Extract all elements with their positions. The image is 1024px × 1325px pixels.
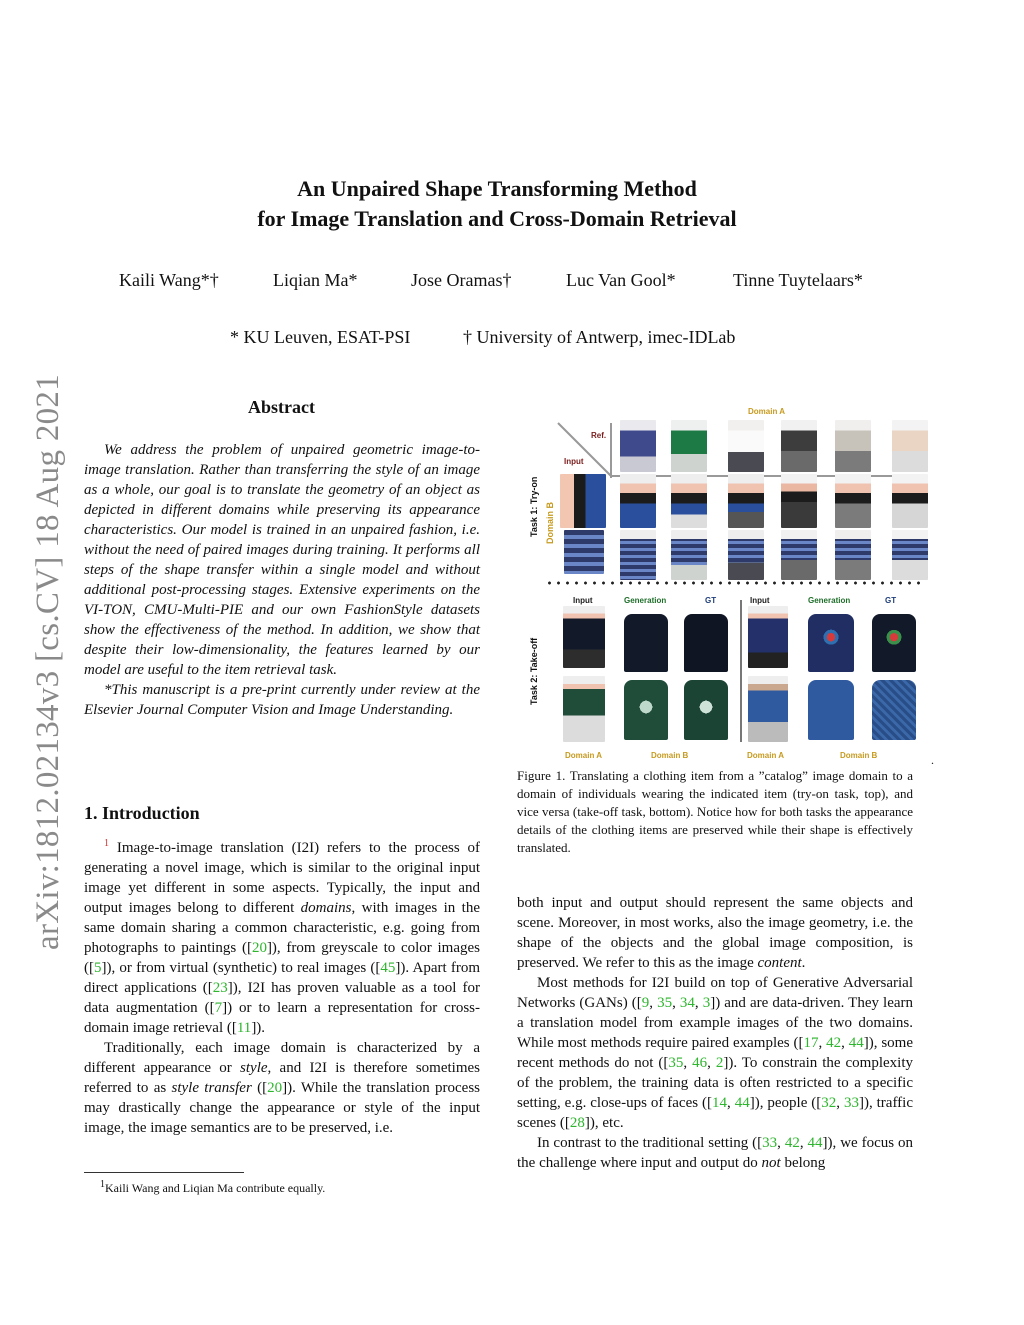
task-separator [545, 581, 925, 585]
domain-b-label: Domain B [840, 751, 878, 760]
generated-image [728, 530, 764, 580]
input-label: Input [564, 457, 584, 466]
footnote-mark[interactable]: 1 [104, 838, 109, 849]
citation-link[interactable]: 35 [657, 995, 673, 1011]
citation-link[interactable]: 11 [236, 1020, 252, 1036]
generated-image [620, 530, 656, 580]
citation-link[interactable]: 34 [679, 995, 695, 1011]
input-image [560, 474, 606, 528]
title-line-1: An Unpaired Shape Transforming Method [297, 176, 697, 201]
input-image [564, 530, 604, 574]
gt-label: GT [885, 596, 897, 605]
separator: , [818, 1035, 827, 1051]
domain-b-label: Domain B [545, 501, 555, 544]
separator: , [799, 1135, 808, 1151]
text: both input and output should represent the same objects and scene. Moreover, in most works, also the image geometry, i.e. the shape of the objects and the global image composition, is preserved. We refer to this as the image [517, 895, 913, 971]
author-name: Kaili Wang*† [119, 270, 219, 290]
citation-link[interactable]: 17 [803, 1035, 819, 1051]
section-heading: 1. Introduction [84, 803, 200, 823]
text: , with images in the same domain sharing a common characteristic, e.g. going from photographs to paintings ([ [84, 900, 480, 956]
text: ([ [251, 1080, 268, 1096]
right-column-text [517, 893, 913, 1173]
footnote [100, 1179, 325, 1196]
footnote-text: Kaili Wang and Liqian Ma contribute equally. [105, 1181, 326, 1195]
domain-a-label: Domain A [565, 751, 603, 760]
arxiv-identifier: arXiv:1812.02134v3 [cs.CV] 18 Aug 2021 [30, 373, 66, 950]
citation-link[interactable]: 9 [641, 995, 650, 1011]
citation-link[interactable]: 32 [821, 1095, 837, 1111]
citation-link[interactable]: 2 [715, 1055, 724, 1071]
separator: , [694, 995, 703, 1011]
author-name: Luc Van Gool* [566, 270, 676, 290]
text: ]), traffic scenes ([ [517, 1095, 914, 1131]
input-image [748, 606, 788, 668]
generated-image [624, 614, 668, 672]
affiliation: † University of Antwerp, imec-IDLab [463, 327, 736, 347]
abstract-body [84, 440, 480, 720]
citation-link[interactable]: 33 [762, 1135, 778, 1151]
generated-image [808, 680, 854, 740]
separator: , [836, 1095, 844, 1111]
generation-label: Generation [808, 596, 851, 605]
text: ]), I2I has proven valuable as a tool for data augmentation ([ [84, 980, 480, 1016]
separator: , [777, 1135, 785, 1151]
text: Image-to-image translation (I2I) refers to the process of generating a novel image, which is similar to the original input image yet different in some aspects. Typically, the input and output images belong to different [84, 840, 481, 916]
text: ]) or to learn a representation for cross-domain image retrieval ([ [84, 1000, 480, 1036]
footnote-number: 1 [100, 1179, 105, 1190]
domain-b-label: Domain B [651, 751, 689, 760]
footnote-rule [84, 1172, 244, 1173]
citation-link[interactable]: 20 [251, 940, 267, 956]
citation-link[interactable]: 42 [784, 1135, 800, 1151]
citation-link[interactable]: 5 [94, 960, 102, 976]
paper-title [150, 174, 844, 234]
reference-image [781, 420, 817, 472]
text: Most methods for I2I build on top of Generative Adversarial Networks (GANs) ([ [517, 975, 913, 1011]
reference-image [728, 420, 764, 472]
task-2-label: Task 2: Take-off [529, 637, 539, 705]
citation-link[interactable]: 44 [807, 1135, 823, 1151]
separator: , [683, 1055, 693, 1071]
generated-image [808, 614, 854, 672]
generated-image [892, 530, 928, 580]
intro-paragraph-1 [84, 838, 480, 1038]
ground-truth-image [872, 680, 916, 740]
citation-link[interactable]: 14 [712, 1095, 728, 1111]
author-name: Jose Oramas† [411, 270, 512, 290]
citation-link[interactable]: 46 [692, 1055, 708, 1071]
text: . [801, 955, 806, 971]
text: ]), or from virtual (synthetic) to real images ([ [101, 960, 381, 976]
text: ]). Apart from direct applications ([ [84, 960, 480, 996]
text: ]), some recent methods do not ([ [517, 1035, 914, 1071]
ref-label: Ref. [591, 431, 607, 440]
text: ]). To constrain the complexity of the problem, the training data is often restricted to a specific setting, e.g. close-ups of faces ([ [517, 1055, 913, 1111]
reference-image [835, 420, 871, 472]
citation-link[interactable]: 44 [734, 1095, 750, 1111]
input-image [748, 676, 788, 742]
domain-a-label: Domain A [747, 751, 785, 760]
input-image [563, 676, 605, 742]
separator: , [707, 1055, 716, 1071]
generated-image [892, 474, 928, 528]
separator: , [841, 1035, 849, 1051]
generated-image [624, 680, 668, 740]
citation-link[interactable]: 33 [843, 1095, 859, 1111]
separator: , [672, 995, 680, 1011]
citation-link[interactable]: 35 [668, 1055, 684, 1071]
right-paragraph-1 [517, 893, 913, 973]
task-1-label: Task 1: Try-on [529, 476, 539, 537]
text: In contrast to the traditional setting ([ [537, 1135, 763, 1151]
citation-link[interactable]: 3 [702, 995, 711, 1011]
diagonal-line [558, 423, 611, 476]
right-paragraph-2 [517, 973, 913, 1133]
intro-paragraph-2 [84, 1038, 480, 1138]
gt-label: GT [705, 596, 717, 605]
text: ]). [251, 1020, 266, 1036]
affiliation: * KU Leuven, ESAT-PSI [230, 327, 411, 347]
generation-label: Generation [624, 596, 667, 605]
text: ]). While the translation process may drastically change the appearance or style of the input image, the image semantics are to be preserved, i.e. [84, 1080, 481, 1136]
author-list [90, 270, 910, 296]
text: ]), we focus on the challenge where input and output do [517, 1135, 914, 1171]
left-column-text [84, 838, 480, 1138]
ground-truth-image [684, 680, 728, 740]
column-separator [740, 600, 742, 742]
text: ]), people ([ [749, 1095, 822, 1111]
generated-image [671, 474, 707, 528]
abstract-paragraph: We address the problem of unpaired geometric image-to-image translation. Rather than transferring the style of an image as a whole, our goal is to translate the geometry of an object as depicted in different domains while preserving its appearance characteristics. Our model is trained in an unpaired fashion, i.e. without the need of paired images during training. It performs all steps of the shape transfer within a single model and without additional post-processing stages. Extensive experiments on the VI-TON, CMU-Multi-PIE and our own FashionStyle datasets show the effectiveness of the method. In addition, we show that despite their low-dimensionality, the features learned by our model are useful to the item retrieval task. [84, 442, 480, 678]
ground-truth-image [684, 614, 728, 672]
generated-image [781, 474, 817, 528]
input-image [563, 606, 605, 668]
generated-image [835, 474, 871, 528]
emphasis: style [240, 1060, 268, 1076]
generated-image [781, 530, 817, 580]
citation-link[interactable]: 20 [267, 1080, 283, 1096]
citation-link[interactable]: 23 [212, 980, 228, 996]
author-name: Liqian Ma* [273, 270, 358, 290]
domain-a-label: Domain A [748, 407, 786, 416]
citation-link[interactable]: 7 [214, 1000, 223, 1016]
abstract-note: *This manuscript is a pre-print currently under review at the Elsevier Journal Computer Vision and Image Understanding. [84, 682, 480, 718]
emphasis: domains [300, 900, 352, 916]
separator: , [727, 1095, 735, 1111]
text: Traditionally, each image domain is characterized by a different appearance or [84, 1040, 480, 1076]
emphasis: content [757, 955, 802, 971]
figure-caption: Figure 1. Translating a clothing item from a ”catalog” image domain to a domain of individuals wearing the indicated item (try-on task, top), and vice versa (take-off task, bottom). Notice how for both tasks the appearance details of the clothing items are preserved while their shape is effectively translated. [517, 768, 913, 855]
reference-image [892, 420, 928, 472]
emphasis: style transfer [171, 1080, 252, 1096]
text: ]), from greyscale to color images ([ [84, 940, 480, 976]
author-name: Tinne Tuytelaars* [733, 270, 863, 290]
text: belong [780, 1155, 826, 1171]
ground-truth-image [872, 614, 916, 672]
citation-link[interactable]: 28 [569, 1115, 585, 1131]
input-label: Input [573, 596, 593, 605]
text: ]), etc. [584, 1115, 624, 1131]
text: ]) and are data-driven. They learn a translation model from example images of the two domains. While most methods require paired examples ([ [517, 995, 914, 1051]
title-line-2: for Image Translation and Cross-Domain Retrieval [257, 206, 737, 231]
right-paragraph-3 [517, 1133, 913, 1173]
citation-link[interactable]: 44 [848, 1035, 864, 1051]
text: , and I2I is therefore sometimes referred to as [84, 1060, 480, 1096]
separator: , [649, 995, 658, 1011]
generated-image [835, 530, 871, 580]
reference-image [671, 420, 707, 472]
emphasis: not [761, 1155, 781, 1171]
generated-image [620, 474, 656, 528]
citation-link[interactable]: 42 [826, 1035, 842, 1051]
input-label: Input [750, 596, 770, 605]
generated-image [728, 474, 764, 528]
stray-period: . [931, 753, 934, 767]
abstract-heading: Abstract [248, 397, 315, 417]
citation-link[interactable]: 45 [380, 960, 396, 976]
reference-image [620, 420, 656, 472]
generated-image [671, 530, 707, 580]
